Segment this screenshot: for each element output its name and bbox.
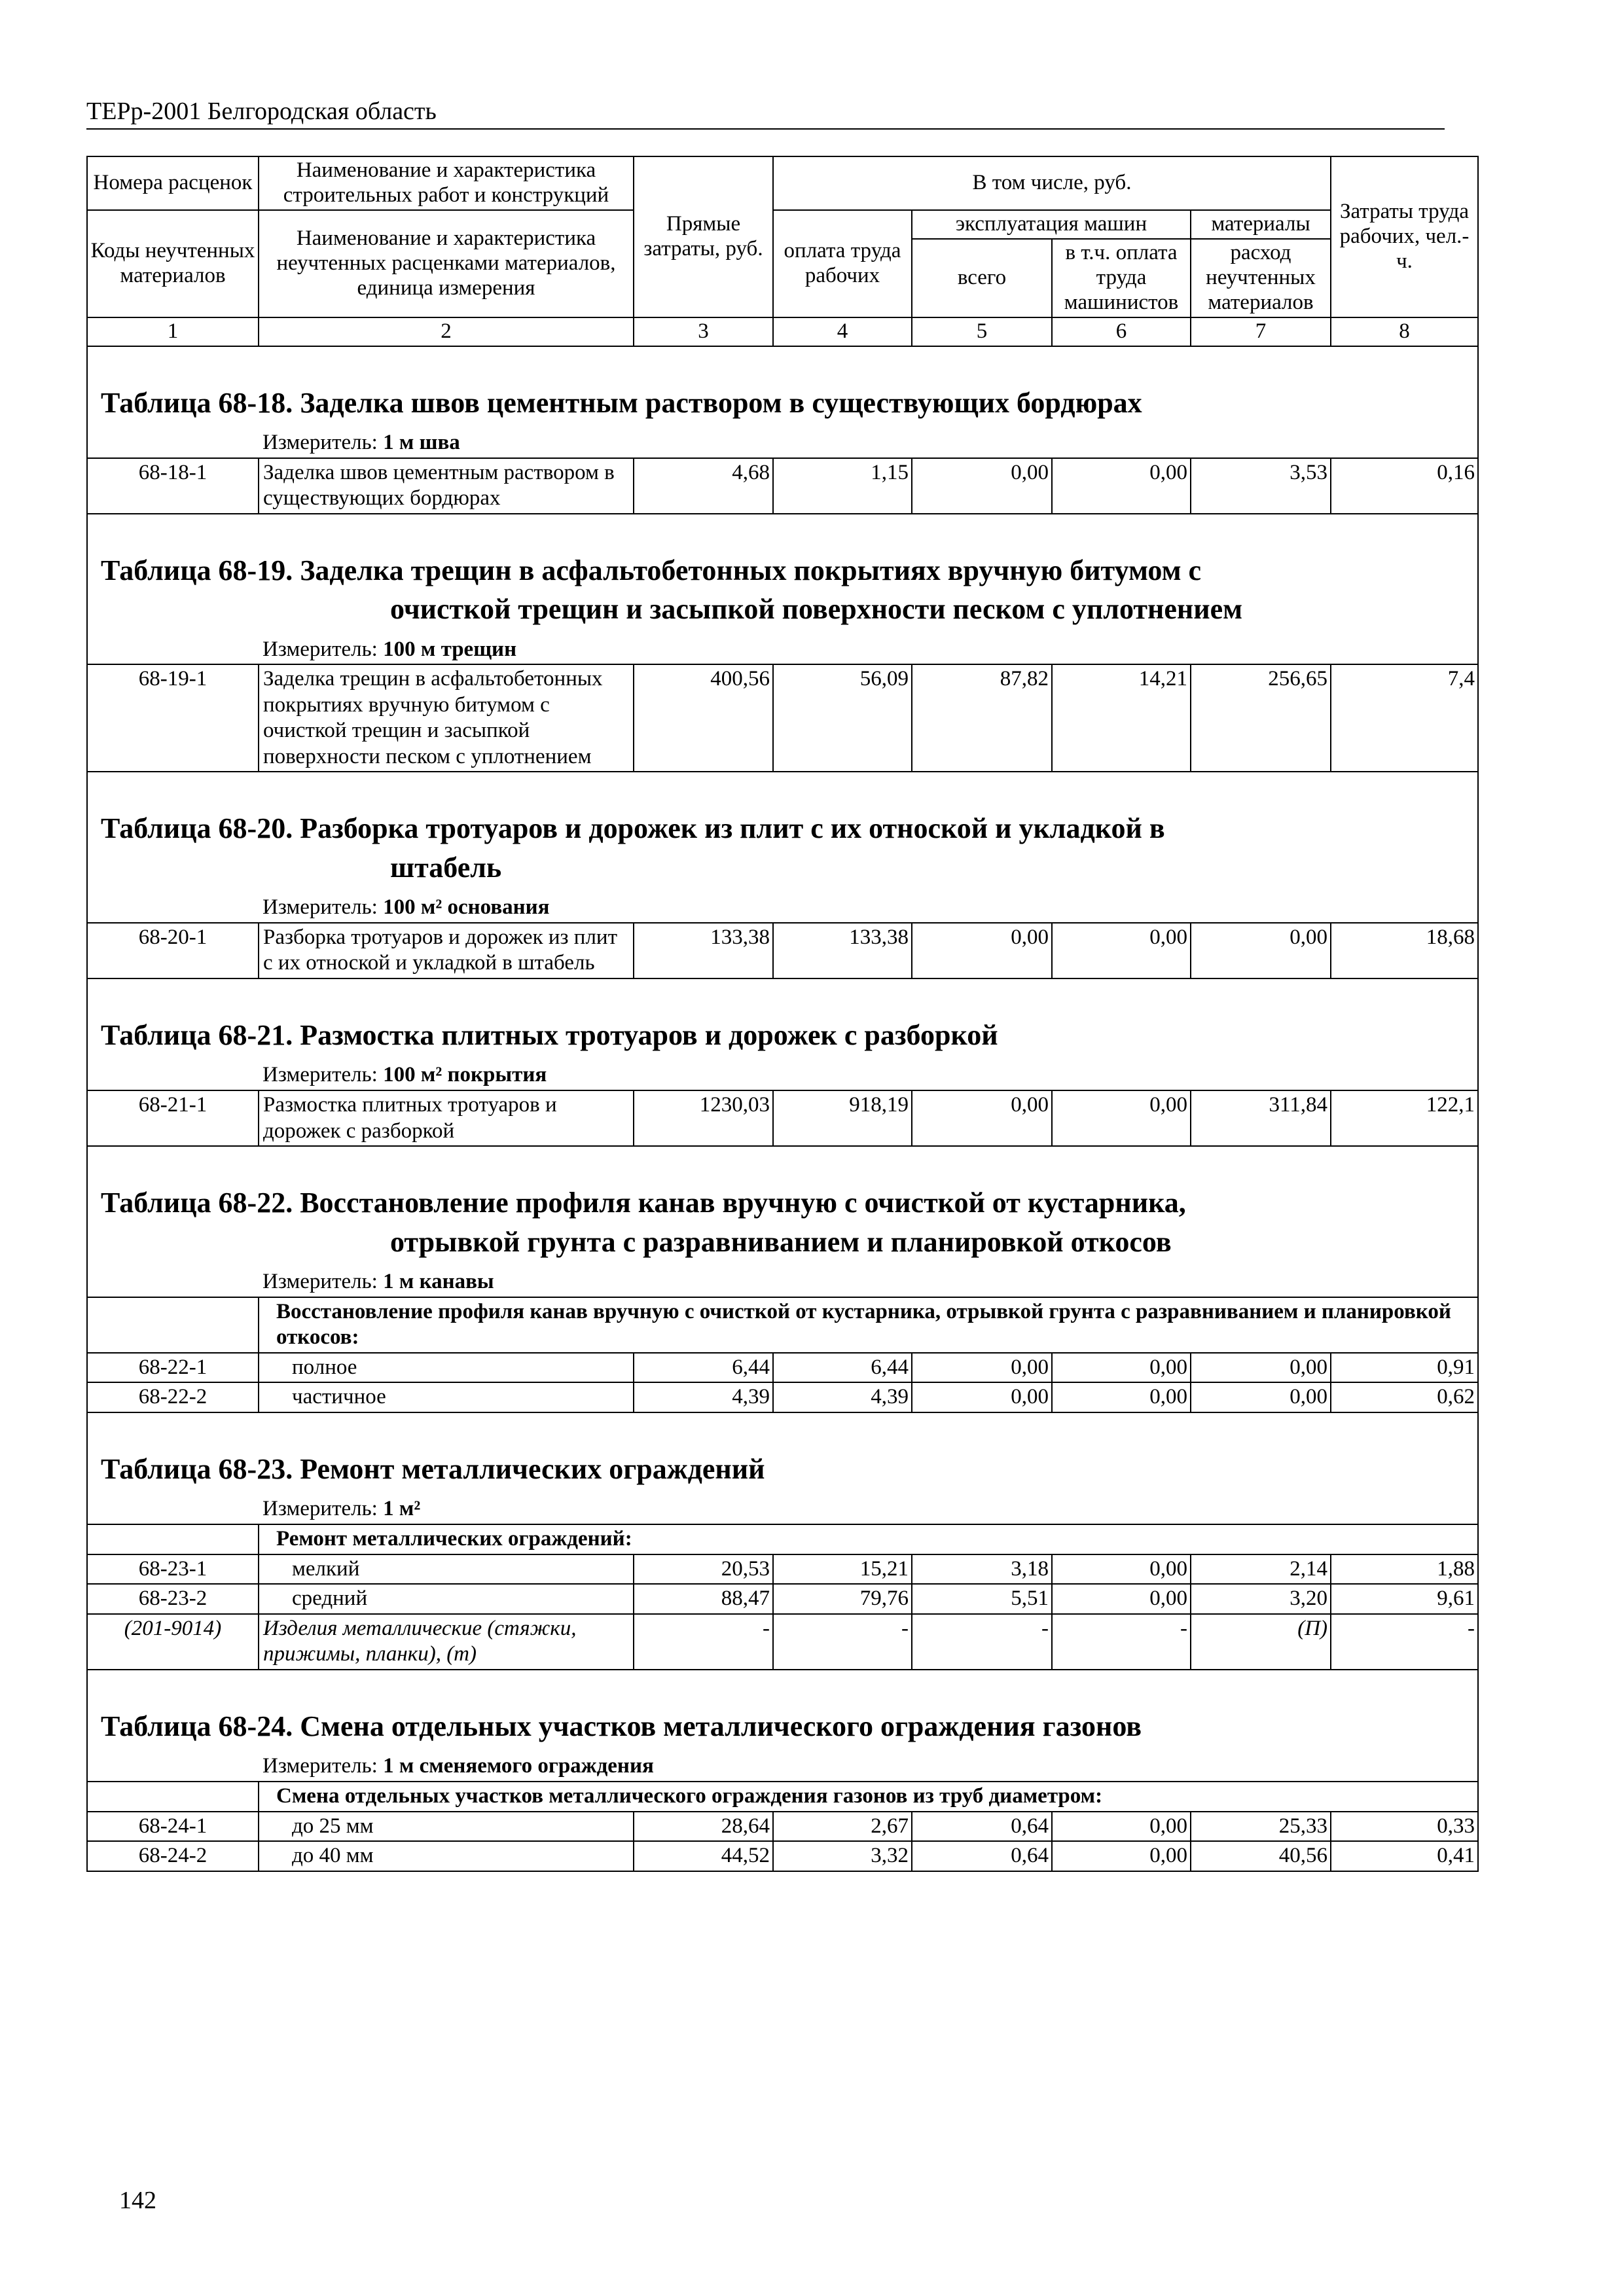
rate-value: 0,64 xyxy=(912,1812,1052,1842)
rate-name: средний xyxy=(259,1584,634,1614)
measure-label: Измеритель: xyxy=(262,895,378,920)
section-title: Таблица 68-19. Заделка трещин в асфальтобетонных покрытиях вручную битумом с xyxy=(101,554,1202,586)
rate-value: 0,00 xyxy=(1052,923,1191,978)
rate-value: 0,00 xyxy=(1052,1090,1191,1146)
measure-row xyxy=(87,636,1478,665)
rate-value: 0,00 xyxy=(1191,1353,1331,1383)
table-row xyxy=(87,664,1478,772)
rate-value: 256,65 xyxy=(1191,664,1331,772)
section-title: Таблица 68-24. Смена отдельных участков металлического ограждения газонов xyxy=(101,1710,1142,1742)
rate-value: 0,62 xyxy=(1331,1382,1478,1412)
section-title-row xyxy=(87,1146,1478,1268)
rate-value: 28,64 xyxy=(634,1812,773,1842)
rate-value: 3,53 xyxy=(1191,458,1331,514)
rate-value: 0,00 xyxy=(1052,1812,1191,1842)
measure-pad xyxy=(87,1495,259,1524)
rate-value: 5,51 xyxy=(912,1584,1052,1614)
measure-label: Измеритель: xyxy=(262,430,378,454)
group-heading-row xyxy=(87,1524,1478,1554)
section-title-cell xyxy=(87,978,1478,1061)
col-number: 4 xyxy=(773,317,912,346)
col-number: 1 xyxy=(87,317,259,346)
rate-code: 68-23-2 xyxy=(87,1584,259,1614)
col-header-nomera: Номера расценок xyxy=(87,156,259,210)
rate-value: 9,61 xyxy=(1331,1584,1478,1614)
measure-pad xyxy=(87,1061,259,1090)
rate-name: до 40 мм xyxy=(259,1841,634,1871)
col-header-vsego: всего xyxy=(912,239,1052,317)
rate-value: 4,68 xyxy=(634,458,773,514)
measure-cell xyxy=(259,893,1478,923)
table-row xyxy=(87,1554,1478,1585)
rate-value: 0,00 xyxy=(1052,1353,1191,1383)
measure-cell xyxy=(259,636,1478,665)
material-row xyxy=(87,1614,1478,1670)
measure-unit: 1 м шва xyxy=(383,430,460,454)
col-header-pryamye: Прямые затраты, руб. xyxy=(634,156,773,317)
section-title-row xyxy=(87,772,1478,893)
measure-unit: 1 м канавы xyxy=(383,1270,494,1293)
group-heading: Восстановление профиля канав вручную с очисткой от кустарника, отрывкой грунта с разравниванием и планировкой откосов: xyxy=(259,1297,1478,1353)
rate-value: 1230,03 xyxy=(634,1090,773,1146)
col-header-v-tom-chisle: В том числе, руб. xyxy=(773,156,1331,210)
group-heading-pad xyxy=(87,1782,259,1812)
group-heading-row xyxy=(87,1297,1478,1353)
rate-value: 25,33 xyxy=(1191,1812,1331,1842)
material-name: Изделия металлические (стяжки, прижимы, планки), (т) xyxy=(259,1614,634,1670)
group-heading-row xyxy=(87,1782,1478,1812)
measure-unit: 1 м² xyxy=(383,1497,421,1521)
measure-row xyxy=(87,1495,1478,1524)
rate-value: 0,00 xyxy=(1191,923,1331,978)
table-row xyxy=(87,923,1478,978)
rate-value: 0,16 xyxy=(1331,458,1478,514)
col-header-rashod: расход неучтенных материалов xyxy=(1191,239,1331,317)
measure-label: Измеритель: xyxy=(262,1754,378,1778)
rate-value: 3,32 xyxy=(773,1841,912,1871)
rate-value: 40,56 xyxy=(1191,1841,1331,1871)
rate-value: 3,18 xyxy=(912,1554,1052,1585)
rate-value: 88,47 xyxy=(634,1584,773,1614)
col-header-naim: Наименование и характеристика строительных работ и конструкций xyxy=(259,156,634,210)
rate-value: 400,56 xyxy=(634,664,773,772)
col-number: 7 xyxy=(1191,317,1331,346)
rate-value: 0,00 xyxy=(1052,458,1191,514)
measure-label: Измеритель: xyxy=(262,1063,378,1087)
rate-value: 918,19 xyxy=(773,1090,912,1146)
rate-value: 44,52 xyxy=(634,1841,773,1871)
rate-value: 0,00 xyxy=(912,1353,1052,1383)
rate-value: 0,00 xyxy=(912,1382,1052,1412)
col-header-ekspl: эксплуатация машин xyxy=(912,210,1191,239)
measure-label: Измеритель: xyxy=(262,637,378,661)
col-header-kody: Коды неучтенных материалов xyxy=(87,210,259,317)
col-header-oplata: оплата труда рабочих xyxy=(773,210,912,317)
section-title-continued: штабель xyxy=(390,851,502,884)
measure-cell xyxy=(259,429,1478,458)
rates-table xyxy=(86,156,1479,1872)
rate-value: 0,33 xyxy=(1331,1812,1478,1842)
material-value: - xyxy=(912,1614,1052,1670)
rate-code: 68-24-2 xyxy=(87,1841,259,1871)
measure-label: Измеритель: xyxy=(262,1270,378,1293)
measure-pad xyxy=(87,636,259,665)
rate-value: 0,00 xyxy=(1052,1584,1191,1614)
rate-value: 7,4 xyxy=(1331,664,1478,772)
material-value: - xyxy=(1331,1614,1478,1670)
measure-unit: 1 м сменяемого ограждения xyxy=(383,1754,654,1778)
col-number: 6 xyxy=(1052,317,1191,346)
measure-unit: 100 м² покрытия xyxy=(383,1063,547,1087)
measure-row xyxy=(87,1752,1478,1782)
rate-name: мелкий xyxy=(259,1554,634,1585)
measure-row xyxy=(87,1268,1478,1297)
table-row xyxy=(87,1584,1478,1614)
measure-pad xyxy=(87,1752,259,1782)
section-title-cell xyxy=(87,772,1478,893)
section-title-cell xyxy=(87,346,1478,429)
rate-code: 68-23-1 xyxy=(87,1554,259,1585)
measure-row xyxy=(87,893,1478,923)
material-value: (П) xyxy=(1191,1614,1331,1670)
measure-pad xyxy=(87,429,259,458)
group-heading-pad xyxy=(87,1524,259,1554)
rate-value: 3,20 xyxy=(1191,1584,1331,1614)
col-header-naim-mat: Наименование и характеристика неучтенных расценками материалов, единица измерения xyxy=(259,210,634,317)
rate-value: 20,53 xyxy=(634,1554,773,1585)
measure-cell xyxy=(259,1061,1478,1090)
page-header-title: ТЕРр-2001 Белгородская область xyxy=(86,97,1445,130)
section-title-continued: очисткой трещин и засыпкой поверхности песком с уплотнением xyxy=(390,593,1243,626)
rate-value: 2,14 xyxy=(1191,1554,1331,1585)
rate-code: 68-18-1 xyxy=(87,458,259,514)
rate-value: 2,67 xyxy=(773,1812,912,1842)
rate-value: 1,88 xyxy=(1331,1554,1478,1585)
col-number: 5 xyxy=(912,317,1052,346)
col-header-materialy: материалы xyxy=(1191,210,1331,239)
table-row xyxy=(87,458,1478,514)
rate-code: 68-20-1 xyxy=(87,923,259,978)
section-title-continued: отрывкой грунта с разравниванием и планировкой откосов xyxy=(390,1225,1172,1258)
measure-unit: 100 м трещин xyxy=(383,637,517,661)
rate-name: частичное xyxy=(259,1382,634,1412)
table-row xyxy=(87,1353,1478,1383)
material-value: - xyxy=(773,1614,912,1670)
rate-value: 122,1 xyxy=(1331,1090,1478,1146)
measure-cell xyxy=(259,1268,1478,1297)
table-header-row-1 xyxy=(87,156,1478,210)
material-value: - xyxy=(634,1614,773,1670)
rate-name: полное xyxy=(259,1353,634,1383)
rate-value: 0,00 xyxy=(1052,1382,1191,1412)
col-header-zatraty: Затраты труда рабочих, чел.-ч. xyxy=(1331,156,1478,317)
rate-name: Заделка трещин в асфальтобетонных покрытиях вручную битумом с очисткой трещин и засыпкой поверхности песком с уплотнением xyxy=(259,664,634,772)
col-number: 8 xyxy=(1331,317,1478,346)
measure-label: Измеритель: xyxy=(262,1497,378,1521)
rate-value: 15,21 xyxy=(773,1554,912,1585)
rate-value: 79,76 xyxy=(773,1584,912,1614)
measure-cell xyxy=(259,1752,1478,1782)
table-row xyxy=(87,1090,1478,1146)
rate-name: Разборка тротуаров и дорожек из плит с их отноской и укладкой в штабель xyxy=(259,923,634,978)
section-title-cell xyxy=(87,514,1478,636)
rate-name: до 25 мм xyxy=(259,1812,634,1842)
rate-name: Размостка плитных тротуаров и дорожек с разборкой xyxy=(259,1090,634,1146)
rate-value: 87,82 xyxy=(912,664,1052,772)
rate-value: 0,00 xyxy=(1052,1841,1191,1871)
rate-name: Заделка швов цементным раствором в существующих бордюрах xyxy=(259,458,634,514)
section-title-cell xyxy=(87,1412,1478,1495)
column-numbers-row xyxy=(87,317,1478,346)
section-title-cell xyxy=(87,1670,1478,1752)
rate-value: 4,39 xyxy=(634,1382,773,1412)
rate-value: 0,00 xyxy=(912,923,1052,978)
group-heading-pad xyxy=(87,1297,259,1353)
rate-value: 0,00 xyxy=(912,458,1052,514)
rate-value: 0,91 xyxy=(1331,1353,1478,1383)
section-title: Таблица 68-21. Размостка плитных тротуаров и дорожек с разборкой xyxy=(101,1019,998,1052)
rate-code: 68-22-1 xyxy=(87,1353,259,1383)
rate-value: 0,00 xyxy=(1052,1554,1191,1585)
section-title: Таблица 68-22. Восстановление профиля канав вручную с очисткой от кустарника, xyxy=(101,1187,1186,1219)
rate-value: 0,41 xyxy=(1331,1841,1478,1871)
table-row xyxy=(87,1841,1478,1871)
rate-value: 6,44 xyxy=(773,1353,912,1383)
col-number: 3 xyxy=(634,317,773,346)
section-title-row xyxy=(87,514,1478,636)
rate-code: 68-24-1 xyxy=(87,1812,259,1842)
section-title-row xyxy=(87,1670,1478,1752)
rate-value: 0,64 xyxy=(912,1841,1052,1871)
table-header-row-2 xyxy=(87,210,1478,239)
measure-pad xyxy=(87,1268,259,1297)
rate-value: 4,39 xyxy=(773,1382,912,1412)
group-heading: Ремонт металлических ограждений: xyxy=(259,1524,1478,1554)
section-title-row xyxy=(87,978,1478,1061)
rate-code: 68-22-2 xyxy=(87,1382,259,1412)
rate-value: 6,44 xyxy=(634,1353,773,1383)
measure-pad xyxy=(87,893,259,923)
table-row xyxy=(87,1812,1478,1842)
rate-value: 14,21 xyxy=(1052,664,1191,772)
group-heading: Смена отдельных участков металлического ограждения газонов из труб диаметром: xyxy=(259,1782,1478,1812)
measure-row xyxy=(87,1061,1478,1090)
section-title: Таблица 68-20. Разборка тротуаров и дорожек из плит с их отноской и укладкой в xyxy=(101,812,1165,845)
measure-cell xyxy=(259,1495,1478,1524)
rate-value: 18,68 xyxy=(1331,923,1478,978)
section-title-row xyxy=(87,346,1478,429)
rate-value: 0,00 xyxy=(912,1090,1052,1146)
rate-value: 1,15 xyxy=(773,458,912,514)
measure-unit: 100 м² основания xyxy=(383,895,550,920)
section-title-cell xyxy=(87,1146,1478,1268)
rate-value: 56,09 xyxy=(773,664,912,772)
material-code: (201-9014) xyxy=(87,1614,259,1670)
col-number: 2 xyxy=(259,317,634,346)
page-number: 142 xyxy=(119,2187,156,2214)
rate-value: 0,00 xyxy=(1191,1382,1331,1412)
rate-code: 68-21-1 xyxy=(87,1090,259,1146)
material-value: - xyxy=(1052,1614,1191,1670)
table-row xyxy=(87,1382,1478,1412)
rate-code: 68-19-1 xyxy=(87,664,259,772)
section-title: Таблица 68-23. Ремонт металлических ограждений xyxy=(101,1452,765,1485)
section-title-row xyxy=(87,1412,1478,1495)
measure-row xyxy=(87,429,1478,458)
rate-value: 133,38 xyxy=(773,923,912,978)
rate-value: 133,38 xyxy=(634,923,773,978)
col-header-vtch: в т.ч. оплата труда машинистов xyxy=(1052,239,1191,317)
rate-value: 311,84 xyxy=(1191,1090,1331,1146)
section-title: Таблица 68-18. Заделка швов цементным раствором в существующих бордюрах xyxy=(101,386,1142,419)
